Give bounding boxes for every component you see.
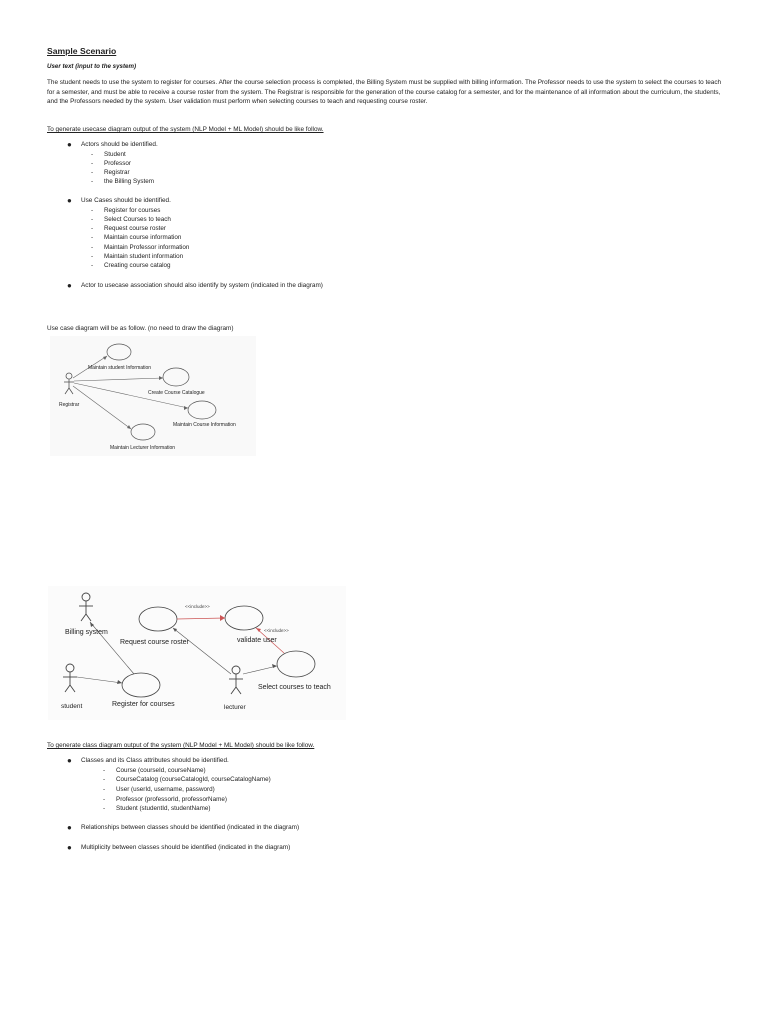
usecase-label: Select courses to teach: [258, 684, 331, 691]
usecase-label: Register for courses: [112, 701, 175, 708]
usecase-label: validate user: [237, 637, 277, 644]
usecase-label: Maintain Course Information: [173, 422, 236, 428]
registrar-usecase-diagram: [50, 336, 256, 456]
subtitle: User text (input to the system): [47, 63, 137, 70]
bullet-dot: ●: [67, 281, 72, 290]
bullet-dot: ●: [67, 196, 72, 205]
include-label: <<include>>: [264, 628, 289, 633]
page-title: Sample Scenario: [47, 46, 117, 56]
actor-label: Registrar: [59, 402, 80, 408]
diagram-note: Use case diagram will be as follow. (no need to draw the diagram): [47, 325, 234, 332]
bullet-dot: ●: [67, 756, 72, 765]
bullet-dot: ●: [67, 140, 72, 149]
usecase-label: Maintain student Information: [88, 365, 152, 371]
scenario-paragraph: The student needs to use the system to register for courses. After the course selection process is completed, the Billing System must be supplied with billing information. The Professor needs to use the system to select the courses to teach for a semester, and must be able to receive a course roster from the system. The Registrar is responsible for the generation of the course catalog for a semester, and for the maintenance of all information about the curriculum, the students, and the Professors needed by the system. User validation must perform when selecting courses to teach and requesting course roster.: [47, 79, 722, 106]
usecase-heading: To generate usecase diagram output of the system (NLP Model + ML Model) should be like follow.: [47, 126, 324, 133]
usecase-label: Maintain Lecturer Information: [110, 445, 176, 451]
actor-label: student: [61, 703, 83, 710]
usecase-label: Request course roster: [120, 639, 189, 646]
usecase-label: Create Course Catalogue: [148, 390, 205, 396]
lecturer-usecase-diagram: [48, 586, 346, 720]
actor-label: lecturer: [224, 704, 246, 711]
bullet-dot: ●: [67, 843, 72, 852]
class-heading: To generate class diagram output of the system (NLP Model + ML Model) should be like follow.: [47, 742, 315, 749]
bullet-dot: ●: [67, 823, 72, 832]
actor-label: Billing system: [65, 629, 108, 636]
include-label: <<include>>: [185, 604, 210, 609]
